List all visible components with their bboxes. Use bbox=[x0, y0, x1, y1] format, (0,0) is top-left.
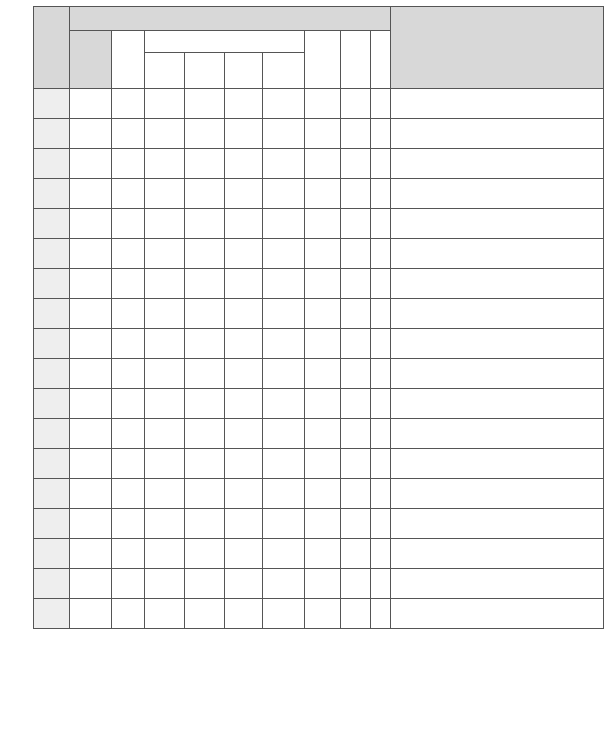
region-name bbox=[34, 599, 70, 629]
region-name bbox=[34, 509, 70, 539]
cell-other bbox=[305, 449, 341, 479]
cell-subtotal bbox=[145, 149, 185, 179]
cell-overseas bbox=[112, 179, 145, 209]
cell-overseas bbox=[112, 479, 145, 509]
overseas-header bbox=[112, 31, 145, 89]
case-item bbox=[391, 509, 604, 539]
cell-subtotal bbox=[145, 479, 185, 509]
cell-overseas bbox=[112, 239, 145, 269]
cell-subtotal bbox=[145, 299, 185, 329]
cell-overseas bbox=[112, 149, 145, 179]
cell-total bbox=[70, 239, 112, 269]
region-name bbox=[34, 539, 70, 569]
cell-other bbox=[305, 299, 341, 329]
cell-total bbox=[70, 599, 112, 629]
cell-inv bbox=[341, 359, 371, 389]
cell-overseas-rel bbox=[263, 359, 305, 389]
cell-cluster bbox=[225, 449, 263, 479]
case-item bbox=[391, 149, 604, 179]
cell-inv bbox=[341, 209, 371, 239]
cell-total bbox=[70, 539, 112, 569]
case-item bbox=[391, 479, 604, 509]
cell-overseas-rel bbox=[263, 509, 305, 539]
cell-inv bbox=[341, 89, 371, 119]
cell-shincheonji bbox=[185, 569, 225, 599]
cell-new bbox=[371, 539, 391, 569]
cell-overseas-rel bbox=[263, 389, 305, 419]
cell-overseas bbox=[112, 359, 145, 389]
cell-total bbox=[70, 329, 112, 359]
cell-total bbox=[70, 209, 112, 239]
region-row bbox=[34, 239, 604, 269]
cell-cluster bbox=[225, 89, 263, 119]
cell-inv bbox=[341, 299, 371, 329]
cell-shincheonji bbox=[185, 419, 225, 449]
cell-shincheonji bbox=[185, 299, 225, 329]
cell-subtotal bbox=[145, 119, 185, 149]
region-row bbox=[34, 209, 604, 239]
region-row bbox=[34, 359, 604, 389]
region-name bbox=[34, 479, 70, 509]
cell-total bbox=[70, 449, 112, 479]
cell-other bbox=[305, 569, 341, 599]
region-row bbox=[34, 449, 604, 479]
cell-new bbox=[371, 179, 391, 209]
cell-subtotal bbox=[145, 179, 185, 209]
cell-overseas-rel bbox=[263, 119, 305, 149]
cell-shincheonji bbox=[185, 479, 225, 509]
cell-total bbox=[70, 119, 112, 149]
region-name bbox=[34, 209, 70, 239]
cell-overseas bbox=[112, 269, 145, 299]
cell-new bbox=[371, 119, 391, 149]
cell-overseas bbox=[112, 119, 145, 149]
shincheonji-header bbox=[185, 53, 225, 89]
cell-subtotal bbox=[145, 419, 185, 449]
region-name bbox=[34, 449, 70, 479]
region-name bbox=[34, 269, 70, 299]
cell-overseas-rel bbox=[263, 269, 305, 299]
cell-shincheonji bbox=[185, 119, 225, 149]
region-name bbox=[34, 239, 70, 269]
cell-subtotal bbox=[145, 89, 185, 119]
cell-inv bbox=[341, 149, 371, 179]
cell-subtotal bbox=[145, 329, 185, 359]
case-item bbox=[391, 539, 604, 569]
cell-total bbox=[70, 149, 112, 179]
cell-other bbox=[305, 389, 341, 419]
cell-new bbox=[371, 509, 391, 539]
cell-new bbox=[371, 569, 391, 599]
cell-cluster bbox=[225, 509, 263, 539]
cell-inv bbox=[341, 449, 371, 479]
cell-new bbox=[371, 359, 391, 389]
cell-inv bbox=[341, 119, 371, 149]
region-row bbox=[34, 119, 604, 149]
cell-cluster bbox=[225, 299, 263, 329]
cell-inv bbox=[341, 179, 371, 209]
case-item bbox=[391, 569, 604, 599]
cell-overseas-rel bbox=[263, 209, 305, 239]
cell-cluster bbox=[225, 539, 263, 569]
cell-subtotal bbox=[145, 599, 185, 629]
cell-overseas-rel bbox=[263, 179, 305, 209]
cell-shincheonji bbox=[185, 89, 225, 119]
cell-new bbox=[371, 89, 391, 119]
cell-overseas bbox=[112, 209, 145, 239]
confirmed-cases-table bbox=[33, 6, 604, 629]
cases-header bbox=[391, 7, 604, 89]
case-item bbox=[391, 599, 604, 629]
region-row bbox=[34, 569, 604, 599]
cell-overseas-rel bbox=[263, 419, 305, 449]
cell-overseas-rel bbox=[263, 149, 305, 179]
cluster-occur-header bbox=[225, 53, 263, 89]
cell-new bbox=[371, 599, 391, 629]
cell-overseas-rel bbox=[263, 329, 305, 359]
cell-other bbox=[305, 239, 341, 269]
cell-shincheonji bbox=[185, 539, 225, 569]
cell-new bbox=[371, 299, 391, 329]
cell-overseas-rel bbox=[263, 479, 305, 509]
region-row bbox=[34, 599, 604, 629]
cell-cluster bbox=[225, 419, 263, 449]
cell-new bbox=[371, 449, 391, 479]
region-name bbox=[34, 329, 70, 359]
cell-shincheonji bbox=[185, 179, 225, 209]
cell-inv bbox=[341, 509, 371, 539]
cell-subtotal bbox=[145, 269, 185, 299]
region-name bbox=[34, 149, 70, 179]
case-item bbox=[391, 359, 604, 389]
region-header bbox=[34, 7, 70, 89]
cell-cluster bbox=[225, 239, 263, 269]
case-item bbox=[391, 419, 604, 449]
investigating-header bbox=[341, 31, 371, 89]
region-row bbox=[34, 299, 604, 329]
cell-total bbox=[70, 359, 112, 389]
cell-new bbox=[371, 419, 391, 449]
region-row bbox=[34, 539, 604, 569]
region-name bbox=[34, 569, 70, 599]
cell-other bbox=[305, 539, 341, 569]
case-item bbox=[391, 449, 604, 479]
region-row bbox=[34, 389, 604, 419]
cell-overseas bbox=[112, 449, 145, 479]
cell-shincheonji bbox=[185, 509, 225, 539]
confirmed-header bbox=[70, 7, 391, 31]
case-item bbox=[391, 209, 604, 239]
cell-new bbox=[371, 209, 391, 239]
case-item bbox=[391, 89, 604, 119]
cell-cluster bbox=[225, 119, 263, 149]
cell-subtotal bbox=[145, 239, 185, 269]
case-item bbox=[391, 119, 604, 149]
cell-overseas bbox=[112, 89, 145, 119]
cell-shincheonji bbox=[185, 449, 225, 479]
total-header bbox=[70, 31, 112, 89]
cell-other bbox=[305, 89, 341, 119]
cell-new bbox=[371, 269, 391, 299]
cell-new bbox=[371, 149, 391, 179]
cell-overseas-rel bbox=[263, 449, 305, 479]
cell-inv bbox=[341, 479, 371, 509]
region-row bbox=[34, 419, 604, 449]
region-row bbox=[34, 479, 604, 509]
region-row bbox=[34, 179, 604, 209]
region-row bbox=[34, 269, 604, 299]
cell-overseas bbox=[112, 509, 145, 539]
region-row bbox=[34, 329, 604, 359]
cell-total bbox=[70, 179, 112, 209]
cell-shincheonji bbox=[185, 329, 225, 359]
region-name bbox=[34, 179, 70, 209]
cell-other bbox=[305, 269, 341, 299]
cell-overseas bbox=[112, 299, 145, 329]
cell-subtotal bbox=[145, 359, 185, 389]
cell-other bbox=[305, 209, 341, 239]
cell-inv bbox=[341, 389, 371, 419]
cell-cluster bbox=[225, 389, 263, 419]
cell-other bbox=[305, 149, 341, 179]
cell-cluster bbox=[225, 179, 263, 209]
cell-other bbox=[305, 119, 341, 149]
cell-overseas bbox=[112, 329, 145, 359]
cell-other bbox=[305, 329, 341, 359]
cell-overseas bbox=[112, 539, 145, 569]
cell-total bbox=[70, 269, 112, 299]
cell-shincheonji bbox=[185, 239, 225, 269]
cell-other bbox=[305, 179, 341, 209]
cell-overseas-rel bbox=[263, 239, 305, 269]
cluster-header bbox=[145, 31, 305, 53]
cell-inv bbox=[341, 329, 371, 359]
new-header bbox=[371, 31, 391, 89]
subtotal-header bbox=[145, 53, 185, 89]
cell-inv bbox=[341, 239, 371, 269]
cell-total bbox=[70, 569, 112, 599]
region-row bbox=[34, 149, 604, 179]
case-item bbox=[391, 389, 604, 419]
cell-total bbox=[70, 299, 112, 329]
region-name bbox=[34, 419, 70, 449]
cell-cluster bbox=[225, 569, 263, 599]
case-section-header bbox=[391, 299, 604, 329]
cell-other bbox=[305, 509, 341, 539]
region-name bbox=[34, 89, 70, 119]
cell-overseas-rel bbox=[263, 299, 305, 329]
case-item bbox=[391, 239, 604, 269]
cell-cluster bbox=[225, 149, 263, 179]
cell-inv bbox=[341, 539, 371, 569]
cell-shincheonji bbox=[185, 359, 225, 389]
other-header bbox=[305, 31, 341, 89]
case-item bbox=[391, 329, 604, 359]
region-row bbox=[34, 509, 604, 539]
cell-cluster bbox=[225, 269, 263, 299]
cell-cluster bbox=[225, 359, 263, 389]
cell-total bbox=[70, 389, 112, 419]
region-name bbox=[34, 119, 70, 149]
cell-subtotal bbox=[145, 569, 185, 599]
case-item bbox=[391, 179, 604, 209]
cell-other bbox=[305, 359, 341, 389]
cell-overseas bbox=[112, 599, 145, 629]
overseas-related-header bbox=[263, 53, 305, 89]
cell-overseas bbox=[112, 419, 145, 449]
cell-total bbox=[70, 509, 112, 539]
cell-subtotal bbox=[145, 509, 185, 539]
cell-overseas-rel bbox=[263, 89, 305, 119]
cell-cluster bbox=[225, 209, 263, 239]
cell-total bbox=[70, 419, 112, 449]
cell-shincheonji bbox=[185, 149, 225, 179]
cell-new bbox=[371, 329, 391, 359]
cell-other bbox=[305, 419, 341, 449]
cell-total bbox=[70, 89, 112, 119]
cell-shincheonji bbox=[185, 599, 225, 629]
cell-other bbox=[305, 479, 341, 509]
cell-inv bbox=[341, 419, 371, 449]
cell-new bbox=[371, 389, 391, 419]
cell-overseas-rel bbox=[263, 599, 305, 629]
cell-subtotal bbox=[145, 449, 185, 479]
cell-overseas bbox=[112, 389, 145, 419]
cell-cluster bbox=[225, 479, 263, 509]
cell-cluster bbox=[225, 599, 263, 629]
region-name bbox=[34, 299, 70, 329]
cell-overseas-rel bbox=[263, 569, 305, 599]
cell-inv bbox=[341, 269, 371, 299]
cell-cluster bbox=[225, 329, 263, 359]
cell-inv bbox=[341, 569, 371, 599]
region-name bbox=[34, 389, 70, 419]
cell-new bbox=[371, 479, 391, 509]
cell-subtotal bbox=[145, 539, 185, 569]
region-row bbox=[34, 89, 604, 119]
cell-shincheonji bbox=[185, 209, 225, 239]
cell-subtotal bbox=[145, 209, 185, 239]
cell-subtotal bbox=[145, 389, 185, 419]
cell-total bbox=[70, 479, 112, 509]
cell-inv bbox=[341, 599, 371, 629]
cell-overseas bbox=[112, 569, 145, 599]
case-item bbox=[391, 269, 604, 299]
cell-shincheonji bbox=[185, 269, 225, 299]
cell-new bbox=[371, 239, 391, 269]
cell-overseas-rel bbox=[263, 539, 305, 569]
region-name bbox=[34, 359, 70, 389]
cell-other bbox=[305, 599, 341, 629]
cell-shincheonji bbox=[185, 389, 225, 419]
